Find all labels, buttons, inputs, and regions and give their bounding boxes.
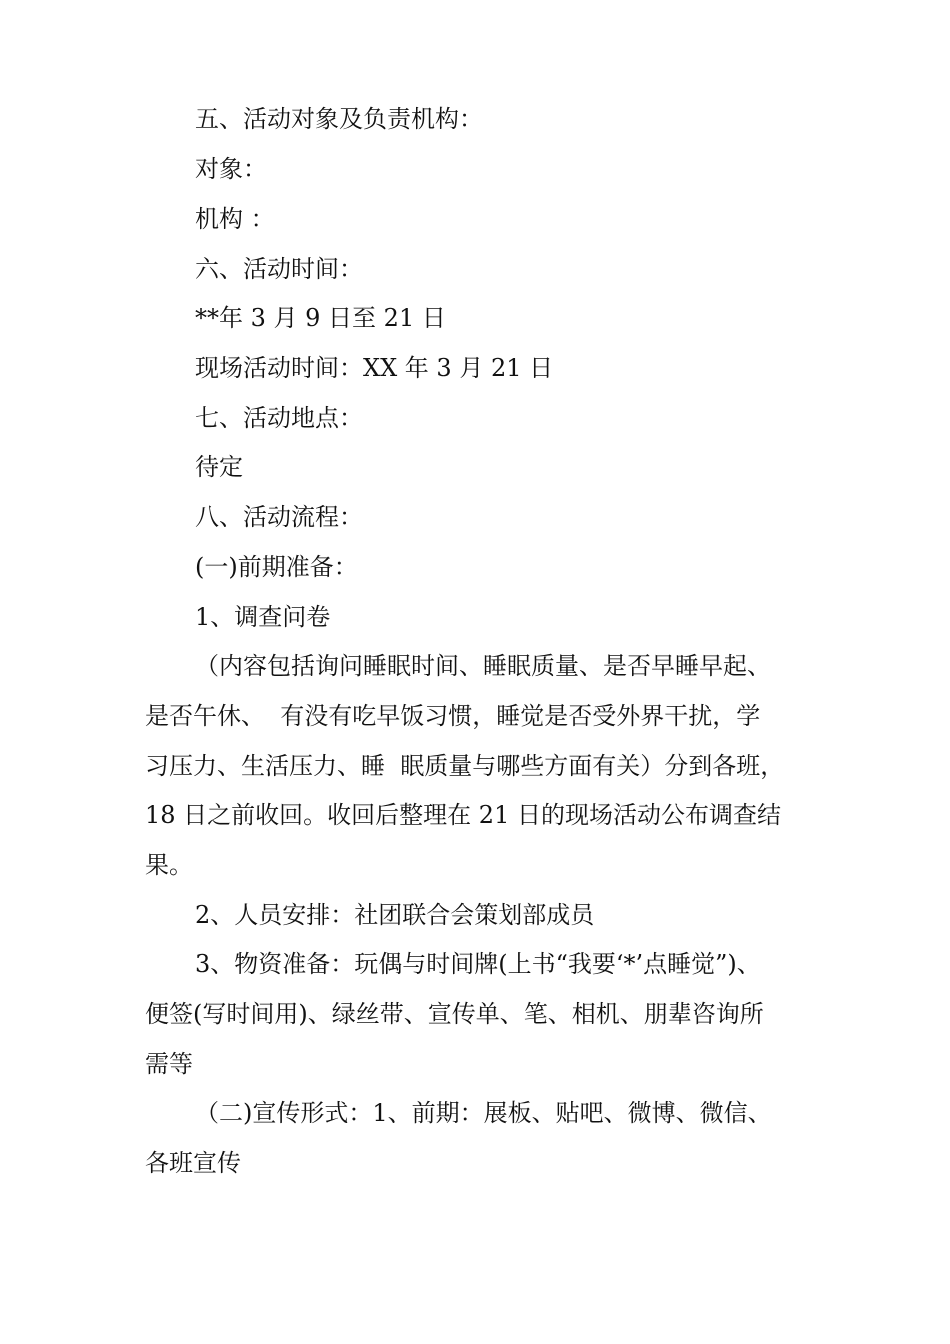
subheading-preparation: (一)前期准备： [195, 553, 358, 581]
paragraph-line: 习压力、生活压力、睡 眠质量与哪些方面有关）分到各班， [145, 752, 785, 780]
heading-activity-time: 六、活动时间： [195, 255, 363, 283]
paragraph-line: 18 日之前收回。收回后整理在 21 日的现场活动公布调查结 [145, 801, 781, 829]
item-questionnaire: 1、调查问卷 [195, 603, 331, 631]
subheading-publicity: （二)宣传形式：1、前期：展板、贴吧、微博、微信、 [195, 1099, 772, 1127]
paragraph-line: 是否午休、 有没有吃早饭习惯，睡觉是否受外界干扰，学 [145, 702, 761, 730]
paragraph-line: 便签(写时间用)、绿丝带、宣传单、笔、相机、朋辈咨询所 [145, 1000, 764, 1028]
heading-activity-process: 八、活动流程： [195, 503, 363, 531]
text-onsite-time: 现场活动时间：XX 年 3 月 21 日 [195, 354, 554, 382]
text-target: 对象： [195, 155, 267, 183]
heading-activity-location: 七、活动地点： [195, 404, 363, 432]
paragraph-line: 各班宣传 [145, 1149, 241, 1177]
text-organization: 机构 ： [195, 205, 275, 233]
heading-activity-target: 五、活动对象及负责机构： [195, 105, 483, 133]
paragraph-line: （内容包括询问睡眠时间、睡眠质量、是否早睡早起、 [195, 652, 771, 680]
text-location-tbd: 待定 [195, 453, 243, 481]
text-date-range: **年 3 月 9 日至 21 日 [195, 304, 446, 332]
paragraph-line: 需等 [145, 1050, 193, 1078]
item-materials: 3、物资准备：玩偶与时间牌(上书“我要‘*’点睡觉”)、 [195, 950, 761, 978]
item-staffing: 2、人员安排：社团联合会策划部成员 [195, 901, 595, 929]
paragraph-line: 果。 [145, 851, 193, 879]
